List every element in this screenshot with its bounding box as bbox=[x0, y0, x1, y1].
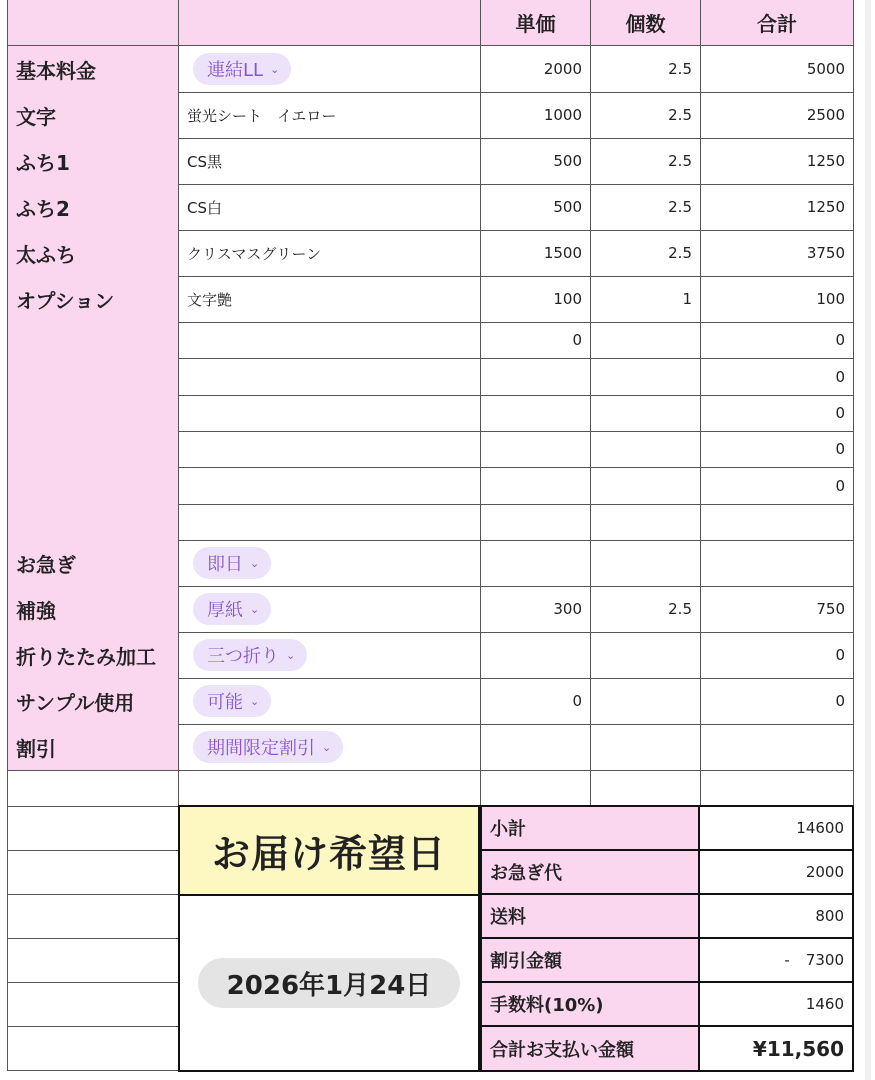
discount-amount: 7300 bbox=[805, 951, 844, 969]
unit-price-cell bbox=[481, 770, 591, 807]
dropdown-chip[interactable] bbox=[193, 53, 291, 85]
dropdown-chip-label: 期間限定割引 bbox=[207, 738, 315, 759]
row-detail bbox=[179, 467, 481, 505]
subtotal-label: 小計 bbox=[480, 805, 700, 851]
discount-minus-sign: - bbox=[784, 951, 790, 969]
dropdown-chip-label: 三つ折り bbox=[207, 646, 279, 667]
bottom-blank-cell bbox=[7, 938, 179, 983]
scrollbar[interactable] bbox=[865, 0, 871, 1080]
row-label: サンプル使用 bbox=[7, 678, 179, 725]
discount-label: 割引金額 bbox=[480, 937, 700, 983]
unit-price-cell: 1500 bbox=[481, 230, 591, 277]
row-total-cell: 2500 bbox=[701, 92, 854, 139]
quantity-cell bbox=[591, 431, 701, 468]
table-row bbox=[7, 724, 854, 771]
quantity-cell bbox=[591, 467, 701, 505]
rush-fee-value: 2000 bbox=[698, 849, 854, 895]
row-total-cell bbox=[701, 540, 854, 587]
table-row bbox=[7, 770, 854, 807]
table-row bbox=[7, 678, 854, 725]
row-detail bbox=[179, 184, 481, 231]
row-description: 蛍光シート イエロー bbox=[187, 106, 337, 125]
shipping-value: 800 bbox=[698, 893, 854, 939]
unit-price-cell bbox=[481, 395, 591, 432]
row-total-cell: 5000 bbox=[701, 46, 854, 93]
row-detail[interactable] bbox=[179, 586, 481, 633]
quantity-cell bbox=[591, 504, 701, 541]
quantity-cell bbox=[591, 724, 701, 771]
chevron-down-icon: ⌄ bbox=[286, 648, 296, 662]
header-count: 個数 bbox=[591, 0, 701, 46]
row-label: 折りたたみ加工 bbox=[7, 632, 179, 679]
delivery-date-chip[interactable]: 2026年1月24日 bbox=[198, 958, 460, 1008]
chevron-down-icon: ⌄ bbox=[322, 740, 332, 754]
unit-price-cell bbox=[481, 540, 591, 587]
dropdown-chip[interactable] bbox=[193, 593, 271, 625]
row-total-cell: 0 bbox=[701, 431, 854, 468]
row-label: 太ふち bbox=[7, 230, 179, 277]
chevron-down-icon: ⌄ bbox=[270, 62, 280, 76]
row-description: 文字艶 bbox=[187, 290, 233, 309]
row-detail[interactable] bbox=[179, 678, 481, 725]
row-total-cell: 1250 bbox=[701, 138, 854, 185]
quantity-cell bbox=[591, 358, 701, 396]
row-total-cell bbox=[701, 504, 854, 541]
row-detail[interactable] bbox=[179, 540, 481, 587]
table-row bbox=[7, 431, 854, 468]
row-detail bbox=[179, 395, 481, 432]
row-label: 割引 bbox=[7, 724, 179, 771]
row-total-cell: 0 bbox=[701, 632, 854, 679]
row-label: ふち1 bbox=[7, 138, 179, 185]
row-label: ふち2 bbox=[7, 184, 179, 231]
chevron-down-icon: ⌄ bbox=[250, 556, 260, 570]
row-detail[interactable] bbox=[179, 724, 481, 771]
unit-price-cell: 0 bbox=[481, 678, 591, 725]
quantity-cell: 2.5 bbox=[591, 586, 701, 633]
bottom-blank-cell bbox=[7, 806, 179, 851]
row-label bbox=[7, 395, 179, 432]
header-blank-desc bbox=[179, 0, 481, 46]
row-total-cell: 0 bbox=[701, 358, 854, 396]
row-total-cell: 1250 bbox=[701, 184, 854, 231]
row-detail bbox=[179, 431, 481, 468]
total-label: 合計お支払い金額 bbox=[480, 1025, 700, 1072]
table-row bbox=[7, 504, 854, 541]
quantity-cell: 2.5 bbox=[591, 230, 701, 277]
bottom-blank-cell bbox=[7, 850, 179, 895]
row-total-cell bbox=[701, 724, 854, 771]
header-blank-label bbox=[7, 0, 179, 46]
fee-label: 手数料(10%) bbox=[480, 981, 700, 1027]
row-label: お急ぎ bbox=[7, 540, 179, 587]
unit-price-cell: 2000 bbox=[481, 46, 591, 93]
row-description: CS白 bbox=[187, 198, 222, 217]
row-label: 基本料金 bbox=[7, 46, 179, 93]
delivery-title: お届け希望日 bbox=[178, 805, 480, 896]
table-row bbox=[7, 586, 854, 633]
dropdown-chip[interactable] bbox=[193, 639, 307, 671]
rush-fee-label: お急ぎ代 bbox=[480, 849, 700, 895]
row-total-cell: 100 bbox=[701, 276, 854, 323]
quantity-cell bbox=[591, 678, 701, 725]
quantity-cell: 2.5 bbox=[591, 184, 701, 231]
table-row bbox=[7, 92, 854, 139]
dropdown-chip[interactable] bbox=[193, 547, 271, 579]
row-description: クリスマスグリーン bbox=[187, 244, 322, 263]
row-total-cell bbox=[701, 770, 854, 807]
dropdown-chip-label: 可能 bbox=[207, 692, 243, 713]
row-total-cell: 0 bbox=[701, 395, 854, 432]
table-row bbox=[7, 632, 854, 679]
bottom-blank-cell bbox=[7, 982, 179, 1027]
row-total-cell: 0 bbox=[701, 322, 854, 359]
row-detail bbox=[179, 138, 481, 185]
row-detail bbox=[179, 504, 481, 541]
dropdown-chip-label: 即日 bbox=[207, 554, 243, 575]
header-unit-price: 単価 bbox=[481, 0, 591, 46]
discount-value bbox=[698, 937, 854, 983]
unit-price-cell bbox=[481, 724, 591, 771]
chevron-down-icon: ⌄ bbox=[250, 694, 260, 708]
quantity-cell bbox=[591, 395, 701, 432]
shipping-label: 送料 bbox=[480, 893, 700, 939]
row-total-cell: 0 bbox=[701, 467, 854, 505]
row-detail bbox=[179, 230, 481, 277]
quantity-cell bbox=[591, 770, 701, 807]
total-value: ¥11,560 bbox=[698, 1025, 854, 1072]
unit-price-cell: 0 bbox=[481, 322, 591, 359]
row-total-cell: 3750 bbox=[701, 230, 854, 277]
row-label: オプション bbox=[7, 276, 179, 323]
row-total-cell: 0 bbox=[701, 678, 854, 725]
row-detail bbox=[179, 92, 481, 139]
quantity-cell bbox=[591, 322, 701, 359]
quantity-cell: 2.5 bbox=[591, 138, 701, 185]
row-label: 補強 bbox=[7, 586, 179, 633]
dropdown-chip[interactable] bbox=[193, 685, 271, 717]
table-row bbox=[7, 467, 854, 505]
row-label bbox=[7, 431, 179, 468]
quantity-cell bbox=[591, 540, 701, 587]
row-label: 文字 bbox=[7, 92, 179, 139]
row-detail bbox=[179, 322, 481, 359]
row-detail bbox=[179, 358, 481, 396]
table-row bbox=[7, 230, 854, 277]
unit-price-cell: 300 bbox=[481, 586, 591, 633]
unit-price-cell: 100 bbox=[481, 276, 591, 323]
header-row bbox=[7, 0, 854, 46]
row-detail bbox=[179, 276, 481, 323]
unit-price-cell bbox=[481, 504, 591, 541]
row-label bbox=[7, 358, 179, 396]
dropdown-chip-label: 厚紙 bbox=[207, 600, 243, 621]
unit-price-cell bbox=[481, 467, 591, 505]
dropdown-chip-label: 連結LL bbox=[207, 60, 264, 81]
table-row bbox=[7, 395, 854, 432]
row-label bbox=[7, 322, 179, 359]
row-description: CS黒 bbox=[187, 152, 222, 171]
unit-price-cell bbox=[481, 358, 591, 396]
row-detail[interactable] bbox=[179, 46, 481, 93]
subtotal-value: 14600 bbox=[698, 805, 854, 851]
row-label bbox=[7, 770, 179, 807]
quantity-cell: 1 bbox=[591, 276, 701, 323]
unit-price-cell: 1000 bbox=[481, 92, 591, 139]
table-row bbox=[7, 540, 854, 587]
unit-price-cell: 500 bbox=[481, 184, 591, 231]
row-detail[interactable] bbox=[179, 632, 481, 679]
table-row bbox=[7, 138, 854, 185]
table-row bbox=[7, 276, 854, 323]
quantity-cell bbox=[591, 632, 701, 679]
header-total: 合計 bbox=[701, 0, 854, 46]
unit-price-cell: 500 bbox=[481, 138, 591, 185]
chevron-down-icon: ⌄ bbox=[250, 602, 260, 616]
dropdown-chip[interactable] bbox=[193, 731, 343, 763]
table-row bbox=[7, 322, 854, 359]
table-row bbox=[7, 184, 854, 231]
row-label bbox=[7, 467, 179, 505]
table-row bbox=[7, 358, 854, 396]
bottom-blank-cell bbox=[7, 894, 179, 939]
row-total-cell: 750 bbox=[701, 586, 854, 633]
table-row bbox=[7, 46, 854, 93]
row-label bbox=[7, 504, 179, 541]
bottom-blank-cell bbox=[7, 1026, 179, 1071]
fee-value: 1460 bbox=[698, 981, 854, 1027]
unit-price-cell bbox=[481, 431, 591, 468]
quantity-cell: 2.5 bbox=[591, 92, 701, 139]
unit-price-cell bbox=[481, 632, 591, 679]
row-detail bbox=[179, 770, 481, 807]
quantity-cell: 2.5 bbox=[591, 46, 701, 93]
